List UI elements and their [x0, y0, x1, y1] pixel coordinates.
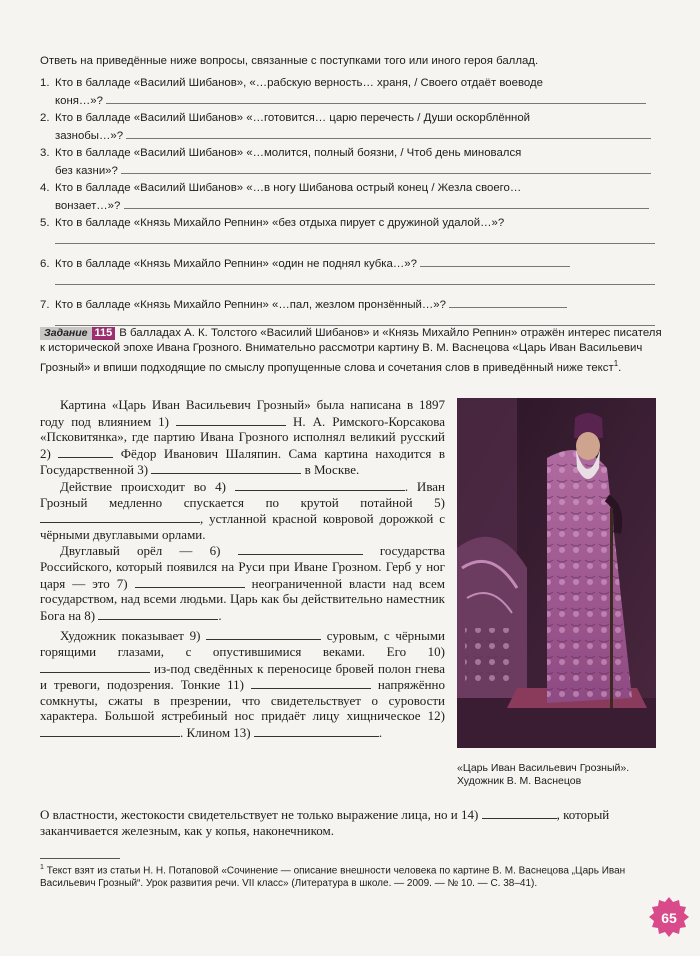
blank-3[interactable] [151, 461, 301, 474]
footnote [40, 862, 670, 890]
footnote-ref: 1 [613, 359, 619, 368]
essay-text: . Клином 13) [180, 724, 251, 740]
footnote-mark: 1 [40, 864, 44, 871]
blank-12[interactable] [40, 724, 180, 737]
question-cont [40, 162, 658, 180]
essay-text: Н. А. Римского-Корсакова «Псковитянка», где партию Ивана Грозного исполнял великий русский 2) [40, 413, 446, 461]
blank-2[interactable] [58, 445, 113, 458]
essay-text: Фёдор Иванович Шаляпин. Сама картина находится в Государственной 3) [40, 445, 446, 478]
task-text: В балладах А. К. Толстого «Василий Шибанов» и «Князь Михайло Репнин» отражён интерес писателя к исторической эпохе Ивана Грозного. Внимательно рассмотри картину В. М. Васнецова «Царь Иван Васильевич Грозный» и впиши подходящие по смыслу пропущенные слова и сочетания слов в приведённый ниже текст [40, 327, 662, 374]
question-number: 4. [40, 182, 50, 194]
question-text: Кто в балладе «Василий Шибанов» «…в ногу Шибанова острый конец / Жезла своего… [55, 182, 522, 194]
answer-line[interactable] [106, 92, 646, 104]
question-number: 7. [40, 299, 50, 311]
question-text: Кто в балладе «Князь Михайло Репнин» «…пал, жезлом пронзённый…»? [55, 299, 446, 311]
question-2 [40, 111, 658, 144]
question-text: Кто в балладе «Василий Шибанов» «…готовится… царю перечесть / Души оскорблённой [55, 112, 531, 124]
answer-line[interactable] [126, 127, 651, 139]
paragraph-1 [40, 397, 445, 478]
answer-line[interactable] [55, 273, 655, 285]
task-badge [40, 326, 119, 341]
question-text: Кто в балладе «Василий Шибанов» «…молится, полный боязни, / Чтоб день миновался [55, 147, 522, 159]
blank-14[interactable] [482, 806, 557, 819]
essay-text: из-под сведённых к переносице бровей полон гнева и тревоги, подозрения. Тонкие 11) [40, 660, 446, 693]
question-text: Кто в балладе «Василий Шибанов», «…рабскую верность… храня, / Своего отдаёт воеводе [55, 77, 543, 89]
essay-text: . Иван Грозный медленно спускается по крутой потайной 5) [40, 478, 446, 510]
blank-13[interactable] [254, 724, 379, 737]
essay-text: Двуглавый орёл — 6) [60, 543, 221, 559]
blank-10[interactable] [40, 660, 150, 673]
painting-image [457, 398, 656, 748]
blank-6[interactable] [238, 542, 363, 555]
essay-text: , устланной красной ковровой дорожкой с чёрными двуглавыми орлами. [40, 511, 445, 542]
question-number: 6. [40, 258, 50, 270]
answer-line[interactable] [121, 162, 651, 174]
blank-7[interactable] [135, 575, 245, 588]
intro-text: Ответь на приведённые ниже вопросы, связанные с поступками того или иного героя баллад. [40, 55, 539, 67]
question-4 [40, 181, 658, 214]
essay-text: суровым, с чёрными горящими глазами, с опустившимися веками. Его 10) [40, 628, 446, 659]
answer-line[interactable] [449, 296, 567, 308]
question-number: 3. [40, 147, 50, 159]
answer-line[interactable] [124, 197, 649, 209]
blank-4[interactable] [235, 478, 405, 491]
closing-text [40, 806, 680, 838]
task-label: Задание [40, 327, 92, 340]
blank-11[interactable] [251, 676, 371, 689]
question-text-cont: без казни»? [55, 164, 118, 177]
page-number: 65 [661, 910, 677, 926]
blank-1[interactable] [176, 413, 286, 426]
paragraph-2 [40, 478, 445, 542]
answer-line[interactable] [55, 232, 655, 244]
question-number: 2. [40, 112, 50, 124]
question-text: Кто в балладе «Князь Михайло Репнин» «один не поднял кубка…»? [55, 258, 417, 270]
question-1 [40, 76, 658, 109]
essay-text: в Москве. [304, 462, 360, 478]
question-3 [40, 146, 658, 179]
essay-text: Картина «Царь Иван Васильевич Грозный» была написана в 1897 году под влиянием 1) [40, 397, 445, 429]
fill-in-text [40, 397, 445, 740]
essay-text: Действие происходит во 4) [60, 478, 226, 494]
task-text-end: . [618, 361, 622, 374]
painting-caption [457, 762, 667, 788]
essay-text: , который заканчивается железным, как у копья, наконечником. [40, 807, 610, 838]
answer-line[interactable] [420, 255, 570, 267]
paragraph-3 [40, 542, 445, 623]
question-cont [40, 273, 658, 291]
caption-title: «Царь Иван Васильевич Грозный». [457, 762, 630, 774]
essay-text: О властности, жестокости свидетельствует не только выражение лица, но и 14) [40, 807, 479, 822]
question-number: 5. [40, 217, 50, 229]
essay-text: государства Российского, который появился на Руси при Иване Грозном. Герб у ног царя — это 7) [40, 543, 446, 591]
question-list [40, 76, 658, 333]
question-cont [40, 232, 658, 250]
essay-text: . [218, 607, 222, 623]
footnote-divider [40, 858, 120, 859]
footnote-text: Текст взят из статьи Н. Н. Потаповой «Сочинение — описание внешности человека по картине В. М. Васнецова „Царь Иван Васильевич Грозный“. Урок развития речи. VII класс» (Литература в школе. — 2009. — № 10. — С. 38–41). [40, 865, 626, 889]
task-block [40, 326, 668, 376]
answer-line[interactable] [55, 314, 655, 326]
question-text-cont: коня…»? [55, 94, 103, 107]
blank-8[interactable] [98, 607, 218, 620]
question-text-cont: зазнобы…»? [55, 129, 124, 142]
question-text-cont: вонзает…»? [55, 199, 121, 212]
painting-illustration [457, 398, 656, 748]
question-text: Кто в балладе «Князь Михайло Репнин» «без отдыха пирует с дружиной удалой…»? [55, 217, 505, 229]
question-number: 1. [40, 77, 50, 89]
question-cont [40, 127, 658, 145]
question-cont [40, 197, 658, 215]
question-5 [40, 216, 658, 249]
blank-9[interactable] [206, 627, 321, 640]
essay-text: . [378, 724, 383, 740]
task-number: 115 [92, 327, 116, 340]
essay-text: напряжённо сомкнуты, сжаты в презрении, что свидетельствует о суровости характера. Большой ястребиный нос придаёт лицу хищническое 12) [40, 677, 445, 724]
paragraph-4 [40, 627, 445, 740]
question-cont [40, 92, 658, 110]
essay-text: Художник показывает 9) [60, 628, 201, 644]
caption-author: Художник В. М. Васнецов [457, 775, 582, 787]
question-6 [40, 255, 658, 290]
blank-5[interactable] [40, 510, 200, 523]
essay-text: неограниченной власти над всем государством, над всеми людьми. Царь как бы действительно наместник Бога на 8) [40, 575, 446, 623]
